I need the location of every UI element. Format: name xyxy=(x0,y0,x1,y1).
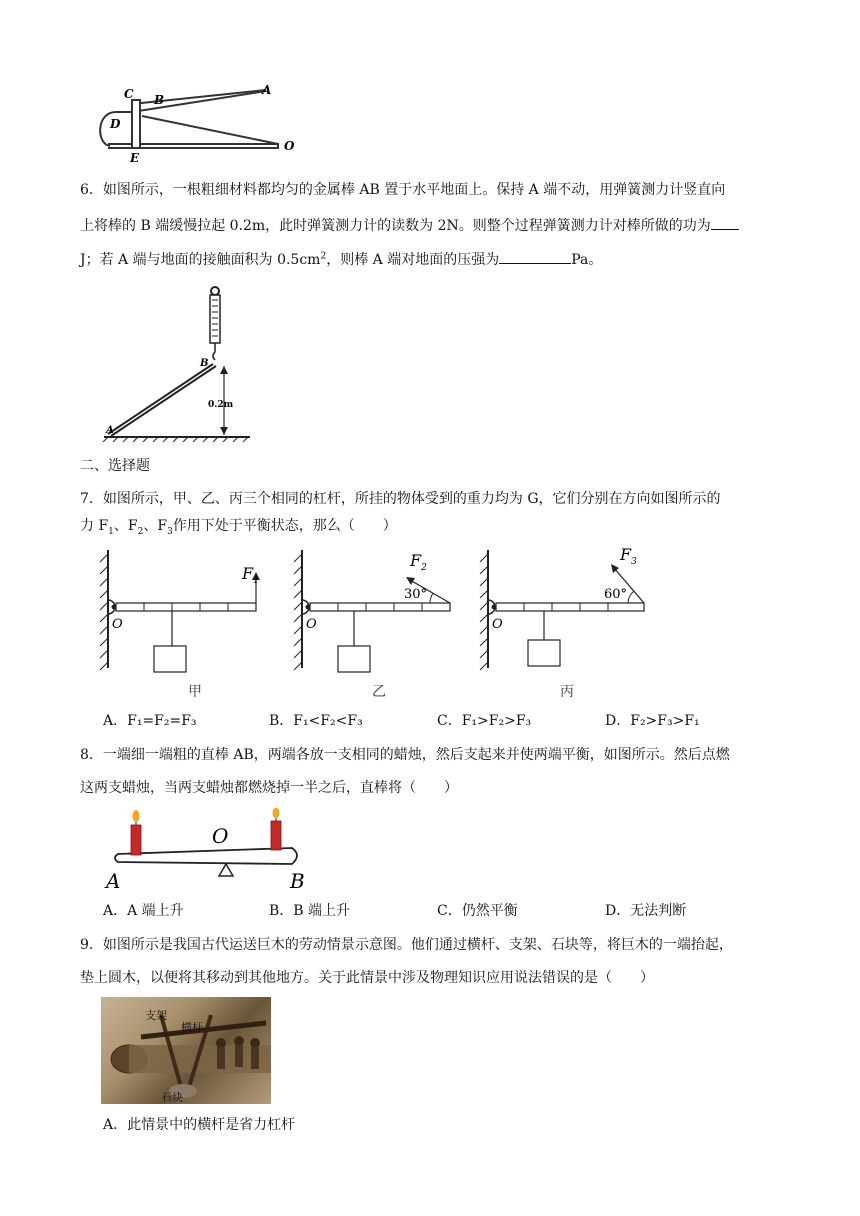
q8-label-o: O xyxy=(212,824,229,848)
q7-yi-force-label: $F_2$ xyxy=(410,551,427,573)
q7-stem-line-1: 7．如图所示，甲、乙、丙三个相同的杠杆，所挂的物体受到的重力均为 G，它们分别在方向如图所示的 xyxy=(80,491,721,507)
q7-sub-1: 1 xyxy=(108,526,114,537)
section-title-choice: 二、选择题 xyxy=(80,458,150,474)
q9-label-shikuai: 石块 xyxy=(161,1091,183,1104)
q8-option-a[interactable]: A．A 端上升 xyxy=(103,903,184,919)
q6-stem-line-3 xyxy=(80,249,602,270)
q7-option-b[interactable]: B．F₁<F₂<F₃ xyxy=(269,713,363,729)
q9-stem-line-2: 垫上圆木，以便将其移动到其他地方。关于此情景中涉及物理知识应用说法错误的是（ ） xyxy=(80,970,654,986)
q9-photo-drawing xyxy=(101,997,271,1104)
q7-yi-pivot-label: O xyxy=(306,617,317,632)
q8-figure xyxy=(104,808,314,894)
q7-lever-bing xyxy=(480,546,644,700)
q7-sub-3: 3 xyxy=(167,526,173,537)
q9-label-henggan: 横杆 xyxy=(181,1021,203,1034)
q6-stem-line-1: 6．如图所示，一根粗细材料都均匀的金属棒 AB 置于水平地面上。保持 A 端不动，用弹簧测力计竖直向 xyxy=(80,182,726,198)
q6-stem-line-2 xyxy=(80,215,739,236)
q8-option-b[interactable]: B．B 端上升 xyxy=(269,903,351,919)
q7-caption-bing: 丙 xyxy=(560,684,574,700)
q7-option-a[interactable]: A．F₁=F₂=F₃ xyxy=(103,713,197,729)
q9-label-zhijia: 支架 xyxy=(145,1009,167,1022)
q6-label-a: A xyxy=(106,425,114,436)
q5-label-d: D xyxy=(110,117,121,131)
q8-stem-line-1: 8．一端细一端粗的直棒 AB，两端各放一支相同的蜡烛，然后支起来并使两端平衡，如图所示。然后点燃 xyxy=(80,747,730,763)
q7-caption-jia: 甲 xyxy=(188,684,202,700)
q7-yi-angle-label: 30° xyxy=(404,587,428,602)
q5-figure xyxy=(92,82,312,164)
q6-answer-blank-2[interactable] xyxy=(499,249,571,264)
q8-label-a: A xyxy=(106,869,121,893)
q5-label-b: B xyxy=(154,93,165,107)
q8-option-c[interactable]: C．仍然平衡 xyxy=(437,903,518,919)
q6-stem-text-2: 上将棒的 B 端缓慢拉起 0.2m，此时弹簧测力计的读数为 2N。则整个过程弹簧测力计对棒所做的功为 xyxy=(80,218,711,234)
q6-label-b: B xyxy=(200,358,209,369)
q7-lever-jia xyxy=(100,550,260,700)
q7-stem-force-2: 、F xyxy=(113,518,138,534)
q8-label-b: B xyxy=(290,869,305,893)
q6-area-exponent: 2 xyxy=(320,251,327,262)
q5-label-c: C xyxy=(124,87,134,101)
q7-bing-angle-label: 60° xyxy=(604,587,628,602)
q7-jia-force-label: $F_1$ xyxy=(242,564,259,586)
q7-stem-end: 作用下处于平衡状态，那么（ ） xyxy=(172,518,397,534)
q5-label-a: A xyxy=(262,83,272,97)
q7-sub-2: 2 xyxy=(137,526,144,537)
q7-bing-pivot-label: O xyxy=(492,617,503,632)
q5-label-o: O xyxy=(284,139,295,153)
q8-stem-line-2: 这两支蜡烛，当两支蜡烛都燃烧掉一半之后，直棒将（ ） xyxy=(80,780,458,796)
q7-option-d[interactable]: D．F₂>F₃>F₁ xyxy=(605,713,700,729)
q7-stem-line-2 xyxy=(80,516,397,536)
q6-answer-blank-1[interactable] xyxy=(711,215,739,230)
q9-option-a[interactable]: A．此情景中的横杆是省力杠杆 xyxy=(103,1117,296,1133)
q6-stem-text-3b: ，则棒 A 端对地面的压强为 xyxy=(326,252,500,268)
q6-stem-text-3a: J；若 A 端与地面的接触面积为 0.5cm xyxy=(80,252,321,268)
q7-caption-yi: 乙 xyxy=(372,684,386,700)
q7-bing-force-label: $F_3$ xyxy=(620,546,637,567)
q7-stem-force-3: 、F xyxy=(143,518,168,534)
q7-option-c[interactable]: C．F₁>F₂>F₃ xyxy=(437,713,532,729)
q7-jia-pivot-label: O xyxy=(112,617,123,632)
q7-lever-yi xyxy=(294,550,450,700)
q5-label-e: E xyxy=(130,151,140,164)
q6-height-label: 0.2m xyxy=(208,400,234,410)
q9-stem-line-1: 9．如图所示是我国古代运送巨木的劳动情景示意图。他们通过横杆、支架、石块等，将巨木的一端抬起， xyxy=(80,937,733,953)
q6-figure xyxy=(100,282,260,442)
q7-figure xyxy=(96,546,656,704)
q6-stem-text-3c: Pa。 xyxy=(571,252,603,268)
q8-option-d[interactable]: D．无法判断 xyxy=(605,903,687,919)
q9-photo xyxy=(101,997,271,1104)
q7-stem-force-1: 力 F xyxy=(80,518,109,534)
